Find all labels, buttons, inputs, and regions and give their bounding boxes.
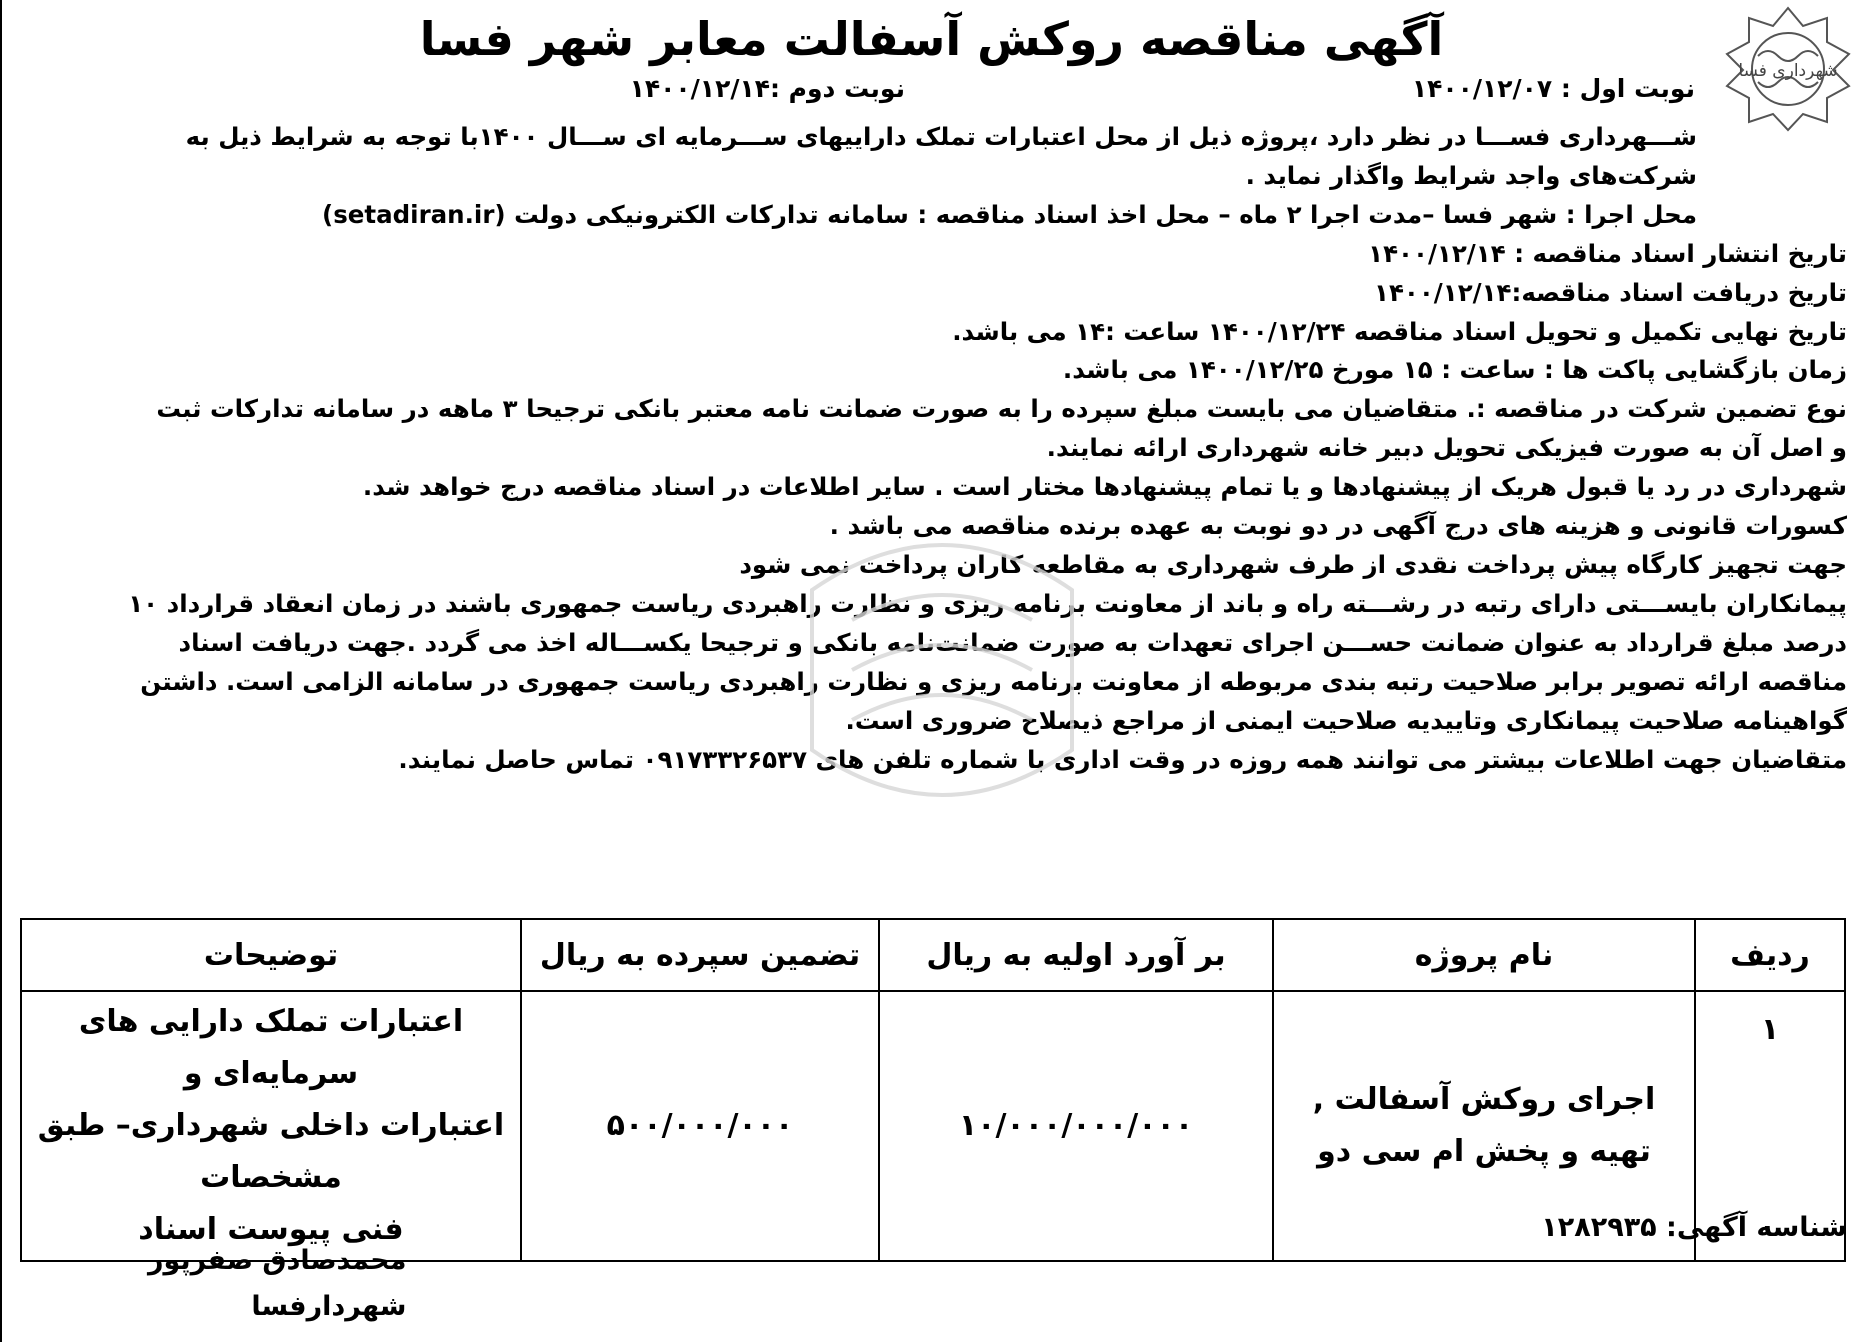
body-line: متقاضیان جهت اطلاعات بیشتر می توانند همه روزه در وقت اداری با شماره تلفن های ۰۹۱۷۳۳۲۶۵۳۷ تماس حاصل نمایند.	[398, 744, 1847, 774]
cell-notes	[21, 991, 521, 1261]
body-line: کسورات قانونی و هزینه های درج آگهی در دو نوبت به عهده برنده مناقصه می باشد .	[829, 511, 1847, 541]
body-line: و اصل آن به صورت فیزیکی تحویل دبیر خانه شهرداری ارائه نمایند.	[1046, 433, 1847, 463]
body-line: گواهینامه صلاحیت پیمانکاری وتاییدیه صلاحیت ایمنی از مراجع ذیصلاح ضروری است.	[845, 705, 1847, 735]
body-line: جهت تجهیز کارگاه پیش پرداخت نقدی از طرف شهرداری به مقاطعه کاران پرداخت نمی شود	[739, 549, 1847, 579]
publication-turns	[195, 74, 1695, 114]
header-project-name: نام پروژه	[1273, 919, 1695, 991]
body-line: شهرداری در رد یا قبول هریک از پیشنهادها و یا تمام پیشنهادها مختار است . سایر اطلاعات در اسناد مناقصه درج خواهد شد.	[362, 472, 1847, 502]
project-name-line: تهیه و پخش ام سی دو	[1317, 1134, 1651, 1169]
municipality-seal-logo	[1723, 4, 1853, 134]
notes-line: اعتبارات داخلی شهرداری– طبق مشخصات	[37, 1108, 505, 1195]
header-row-number: ردیف	[1695, 919, 1845, 991]
body-line: درصد مبلغ قرارداد به عنوان ضمانت حســـن اجرای تعهدات به صورت ضمانت‌نامه بانکی و ترجیحا یکســـاله اخذ می گردد .جهت دریافت اسناد	[178, 627, 1847, 657]
second-turn-date: نوبت دوم :۱۴۰۰/۱۲/۱۴	[629, 74, 905, 103]
signer-position: شهردارفسا	[251, 1291, 407, 1322]
header-estimate: بر آورد اولیه به ریال	[879, 919, 1273, 991]
projects-table	[20, 918, 1846, 1262]
project-name-line: اجرای روکش آسفالت ,	[1312, 1082, 1656, 1117]
cell-estimate: ۱۰/۰۰۰/۰۰۰/۰۰۰	[879, 991, 1273, 1261]
body-line: شـــهرداری فســـا در نظر دارد ،پروژه ذیل از محل اعتبارات تملک داراییهای ســـرمایه ای ســـال ۱۴۰۰با توجه به شرایط ذیل به	[185, 122, 1697, 151]
body-line: نوع تضمین شرکت در مناقصه :. متقاضیان می بایست مبلغ سپرده را به صورت ضمانت نامه معتبر بانکی ترجیحا ۳ ماهه در سامانه تدارکات ثبت	[156, 394, 1847, 424]
body-line: تاریخ دریافت اسناد مناقصه:۱۴۰۰/۱۲/۱۴	[1373, 277, 1847, 307]
header-notes: توضیحات	[21, 919, 521, 991]
table-header-row	[21, 919, 1845, 991]
cell-deposit: ۵۰۰/۰۰۰/۰۰۰	[521, 991, 879, 1261]
svg-text:شهرداری فسا: شهرداری فسا	[1738, 61, 1838, 81]
body-line: پیمانکاران بایســـتی دارای رتبه در رشـــته راه و باند از معاونت برنامه ریزی و نظارت راهبردی ریاست جمهوری باشند در زمان انعقاد قرارداد ۱۰	[128, 588, 1847, 618]
notice-id: شناسه آگهی: ۱۲۸۲۹۳۵	[1541, 1212, 1847, 1243]
body-line: مناقصه ارائه تصویر برابر صلاحیت رتبه بندی مربوطه از معاونت برنامه ریزی و نظارت راهبردی ریاست جمهوری در سامانه الزامی است. داشتن	[140, 666, 1847, 696]
signer-name: محمدصادق صفرپور	[148, 1245, 407, 1276]
notice-body	[42, 118, 1847, 779]
notice-title: آگهی مناقصه روکش آسفالت معابر شهر فسا	[419, 12, 1444, 66]
notes-line: فنی پیوست اسناد	[138, 1212, 404, 1247]
cell-row-number: ۱	[1695, 991, 1845, 1261]
body-line: تاریخ انتشار اسناد مناقصه : ۱۴۰۰/۱۲/۱۴	[1368, 238, 1847, 268]
notes-line: اعتبارات تملک دارایی های سرمایه‌ای و	[78, 1004, 464, 1091]
signature-block	[148, 1238, 406, 1330]
body-line: شرکت‌های واجد شرایط واگذار نماید .	[1245, 160, 1697, 190]
body-line: تاریخ نهایی تکمیل و تحویل اسناد مناقصه ۱۴۰۰/۱۲/۲۴ ساعت :۱۴ می باشد.	[952, 316, 1847, 346]
body-line: محل اجرا : شهر فسا –مدت اجرا ۲ ماه – محل اخذ اسناد مناقصه : سامانه تدارکات الکترونیکی دولت (setadiran.ir)	[321, 199, 1697, 229]
body-line: زمان بازگشایی پاکت ها : ساعت : ۱۵ مورخ ۱۴۰۰/۱۲/۲۵ می باشد.	[1062, 355, 1847, 385]
first-turn-date: نوبت اول : ۱۴۰۰/۱۲/۰۷	[1411, 74, 1695, 103]
header-deposit: تضمین سپرده به ریال	[521, 919, 879, 991]
